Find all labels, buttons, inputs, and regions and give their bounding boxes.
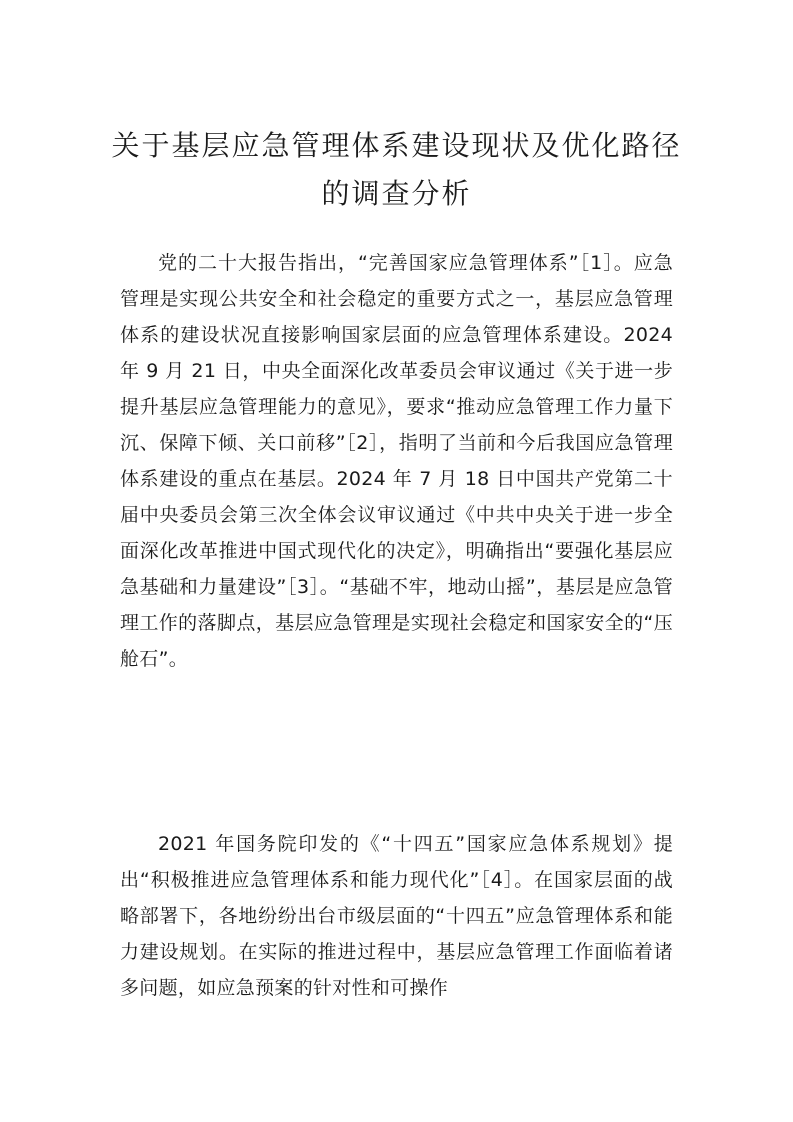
- paragraph-2: 2021 年国务院印发的《“十四五”国家应急体系规划》提出“积极推进应急管理体系和能力现代化”［4］。在国家层面的战略部署下，各地纷纷出台市级层面的“十四五”应急管理体系和能力建设规划。在实际的推进过程中，基层应急管理工作面临着诸多问题，如应急预案的针对性和可操作: [120, 833, 673, 999]
- document-title: 关于基层应急管理体系建设现状及优化路径的调查分析: [111, 129, 682, 210]
- paragraph-1: 党的二十大报告指出，“完善国家应急管理体系”［1］。应急管理是实现公共安全和社会稳定的重要方式之一，基层应急管理体系的建设状况直接影响国家层面的应急管理体系建设。2024 年 9 月 21 日，中央全面深化改革委员会审议通过《关于进一步提升基层应急管理能力的意见》，要求“推动应急管理工作力量下沉、保障下倾、关口前移”［2］，指明了当前和今后我国应急管理体系建设的重点在基层。2024 年 7 月 18 日中国共产党第二十届中央委员会第三次全体会议审议通过《中共中央关于进一步全面深化改革推进中国式现代化的决定》，明确指出“要强化基层应急基础和力量建设”［3］。“基础不牢，地动山摇”，基层是应急管理工作的落脚点，基层应急管理是实现社会稳定和国家安全的“压舱石”。: [120, 252, 673, 670]
